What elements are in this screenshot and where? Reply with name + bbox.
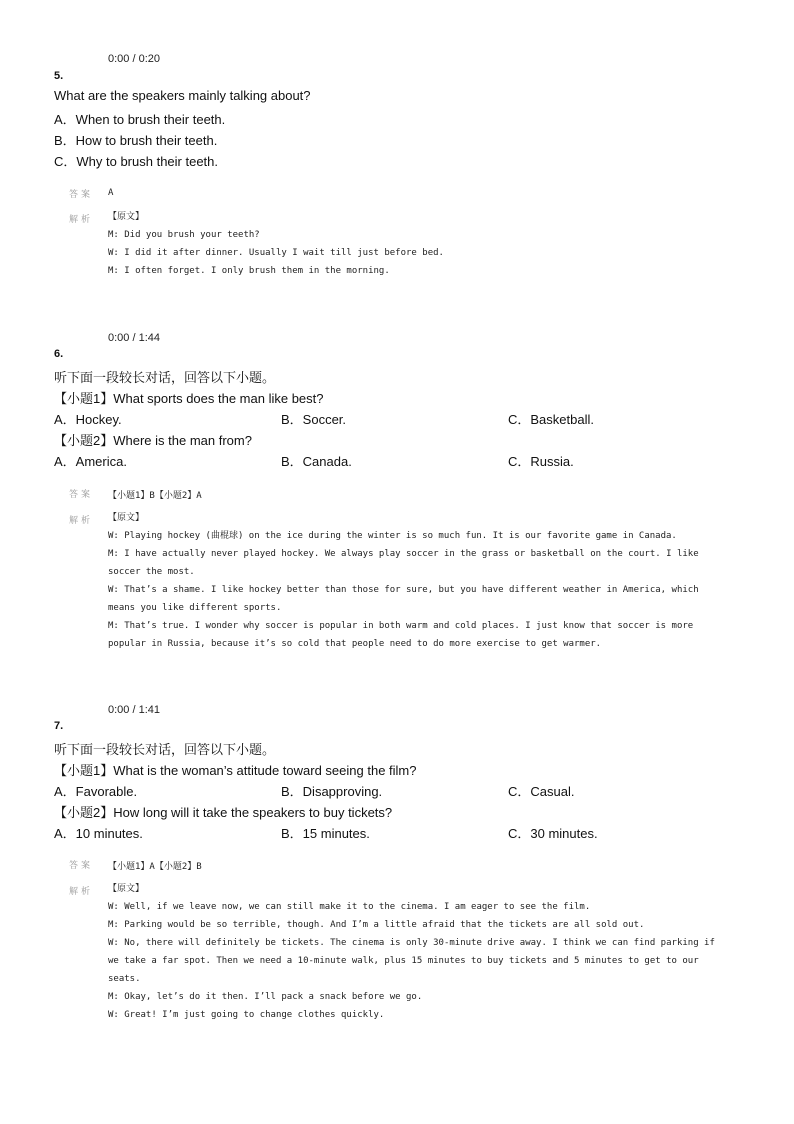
transcript [108,880,724,1024]
option-a: A．When to brush their teeth. [54,112,226,127]
sub1-option-a: A．Favorable. [54,784,138,799]
sub1-option-a: A．Hockey. [54,412,122,427]
transcript-line: W: Great! I’m just going to change clothes quickly. [108,1010,385,1020]
analysis-label: 解析 [69,516,94,526]
subquestion-2: 【小题2】Where is the man from? [54,433,252,448]
subquestion-1: 【小题1】What is the woman’s attitude toward seeing the film? [54,763,417,778]
question-text: What are the speakers mainly talking about? [54,88,311,103]
audio-player-time[interactable]: 0:00 / 1:41 [108,704,160,716]
transcript-line: M: Did you brush your teeth? [108,230,260,240]
question-intro: 听下面一段较长对话，回答以下小题。 [54,742,276,757]
transcript-line: W: I did it after dinner. Usually I wait till just before bed. [108,248,444,258]
source-label: 【原文】 [108,513,145,523]
transcript-line: M: I have actually never played hockey. We always play soccer in the grass or basketball on the court. I like soccer the most. [108,549,699,577]
subquestion-1: 【小题1】What sports does the man like best? [54,391,324,406]
analysis-label: 解析 [69,215,94,225]
sub1-option-b: B．Disapproving. [281,784,383,799]
subquestion-2: 【小题2】How long will it take the speakers to buy tickets? [54,805,393,820]
transcript-line: W: Well, if we leave now, we can still make it to the cinema. I am eager to see the film. [108,902,591,912]
sub2-option-c: C．30 minutes. [508,826,598,841]
question-intro: 听下面一段较长对话，回答以下小题。 [54,370,276,385]
answer-label: 答案 [69,490,94,500]
answer-value: 【小题1】B【小题2】A [108,491,202,501]
answer-value: 【小题1】A【小题2】B [108,862,202,872]
sub2-option-b: B．Canada. [281,454,352,469]
transcript-line: M: That’s true. I wonder why soccer is popular in both warm and cold places. I just know that soccer is more popular in Russia, because it’s so cold that people need to do more exercise to get warmer. [108,621,694,649]
sub2-option-a: A．10 minutes. [54,826,143,841]
answer-label: 答案 [69,190,94,200]
sub2-option-a: A．America. [54,454,127,469]
transcript-line: W: That’s a shame. I like hockey better than those for sure, but you have different weather in America, which means you like different sports. [108,585,699,613]
audio-player-time[interactable]: 0:00 / 0:20 [108,53,160,65]
sub1-option-c: C．Basketball. [508,412,594,427]
transcript-line: M: Okay, let’s do it then. I’ll pack a snack before we go. [108,992,423,1002]
source-label: 【原文】 [108,884,145,894]
question-number: 6. [54,348,64,360]
sub1-option-b: B．Soccer. [281,412,347,427]
sub2-option-c: C．Russia. [508,454,574,469]
transcript [108,509,724,653]
transcript-line: W: Playing hockey (曲棍球) on the ice during the winter is so much fun. It is our favorite game in Canada. [108,531,677,541]
transcript-line: M: I often forget. I only brush them in the morning. [108,266,390,276]
option-c: C．Why to brush their teeth. [54,154,219,169]
source-label: 【原文】 [108,212,145,222]
question-number: 5. [54,70,64,82]
transcript-line: W: No, there will definitely be tickets. The cinema is only 30-minute drive away. I think we can find parking if we take a far spot. Then we need a 10-minute walk, plus 15 minutes to buy tickets and 5 minutes to get to our seats. [108,938,715,984]
answer-label: 答案 [69,861,94,871]
sub2-option-b: B．15 minutes. [281,826,370,841]
answer-value: A [108,188,114,198]
sub1-option-c: C．Casual. [508,784,575,799]
audio-player-time[interactable]: 0:00 / 1:44 [108,332,160,344]
question-number: 7. [54,720,64,732]
transcript [108,208,724,280]
analysis-label: 解析 [69,887,94,897]
option-b: B．How to brush their teeth. [54,133,218,148]
transcript-line: M: Parking would be so terrible, though. And I’m a little afraid that the tickets are all sold out. [108,920,645,930]
